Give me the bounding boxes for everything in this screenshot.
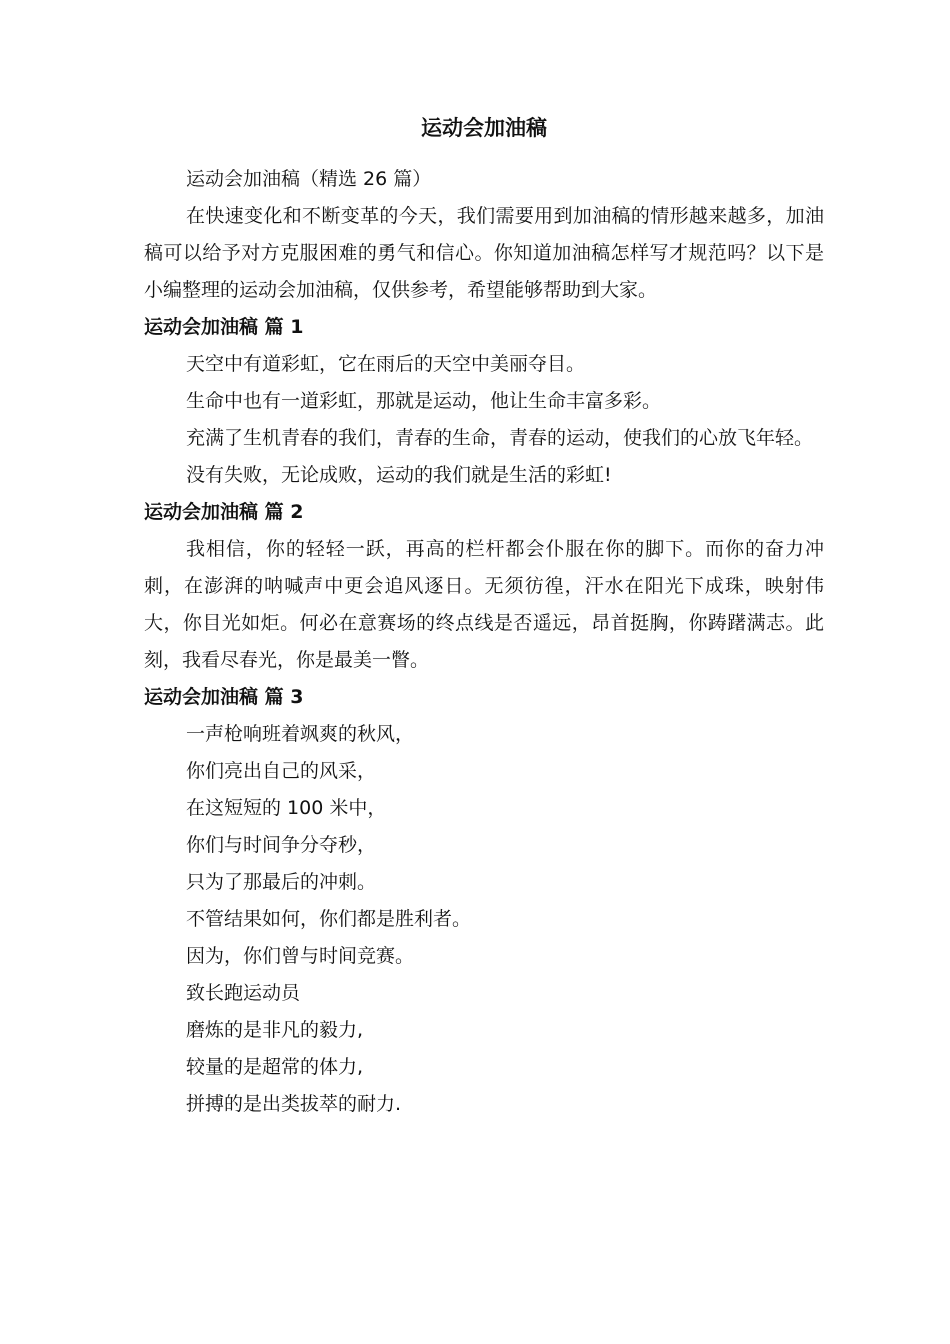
section-heading: 运动会加油稿 篇 1 — [144, 316, 304, 338]
paragraph: 充满了生机青春的我们，青春的生命，青春的运动，使我们的心放飞年轻。 — [186, 427, 814, 449]
poem-line: 你们亮出自己的风采， — [186, 760, 377, 782]
poem-line: 拼搏的是出类拔萃的耐力. — [186, 1093, 402, 1115]
section-heading: 运动会加油稿 篇 3 — [144, 686, 304, 708]
intro-paragraph: 在快速变化和不断变革的今天，我们需要用到加油稿的情形越来越多，加油稿可以给予对方克服困难的勇气和信心。你知道加油稿怎样写才规范吗？以下是小编整理的运动会加油稿，仅供参考，希望能够帮助到大家。 — [144, 205, 824, 301]
section-heading: 运动会加油稿 篇 2 — [144, 501, 304, 523]
poem-line: 不管结果如何，你们都是胜利者。 — [186, 908, 472, 930]
document-page — [144, 110, 824, 1123]
poem-line: 你们与时间争分夺秒， — [186, 834, 377, 856]
poem-line: 因为，你们曾与时间竞赛。 — [186, 945, 415, 967]
paragraph: 生命中也有一道彩虹，那就是运动，他让生命丰富多彩。 — [186, 390, 662, 412]
paragraph: 我相信，你的轻轻一跃，再高的栏杆都会仆服在你的脚下。而你的奋力冲刺，在澎湃的呐喊声中更会追风逐日。无须彷徨，汗水在阳光下成珠，映射伟大，你目光如炬。何必在意赛场的终点线是否遥远，昂首挺胸，你踌躇满志。此刻，我看尽春光，你是最美一瞥。 — [144, 538, 824, 671]
paragraph: 没有失败，无论成败，运动的我们就是生活的彩虹! — [186, 464, 612, 486]
poem-line: 较量的是超常的体力, — [186, 1056, 364, 1078]
section-2 — [144, 494, 824, 679]
paragraph: 天空中有道彩虹，它在雨后的天空中美丽夺目。 — [186, 353, 586, 375]
intro-subtitle: 运动会加油稿（精选 26 篇） — [186, 168, 432, 190]
section-1 — [144, 309, 824, 494]
section-3 — [144, 679, 824, 1123]
poem-line: 只为了那最后的冲刺。 — [186, 871, 377, 893]
page-title: 运动会加油稿 — [421, 116, 547, 140]
poem-line: 致长跑运动员 — [186, 982, 301, 1004]
poem-line: 在这短短的 100 米中， — [186, 797, 387, 819]
poem-line: 磨炼的是非凡的毅力, — [186, 1019, 364, 1041]
poem-line: 一声枪响班着飒爽的秋风， — [186, 723, 415, 745]
